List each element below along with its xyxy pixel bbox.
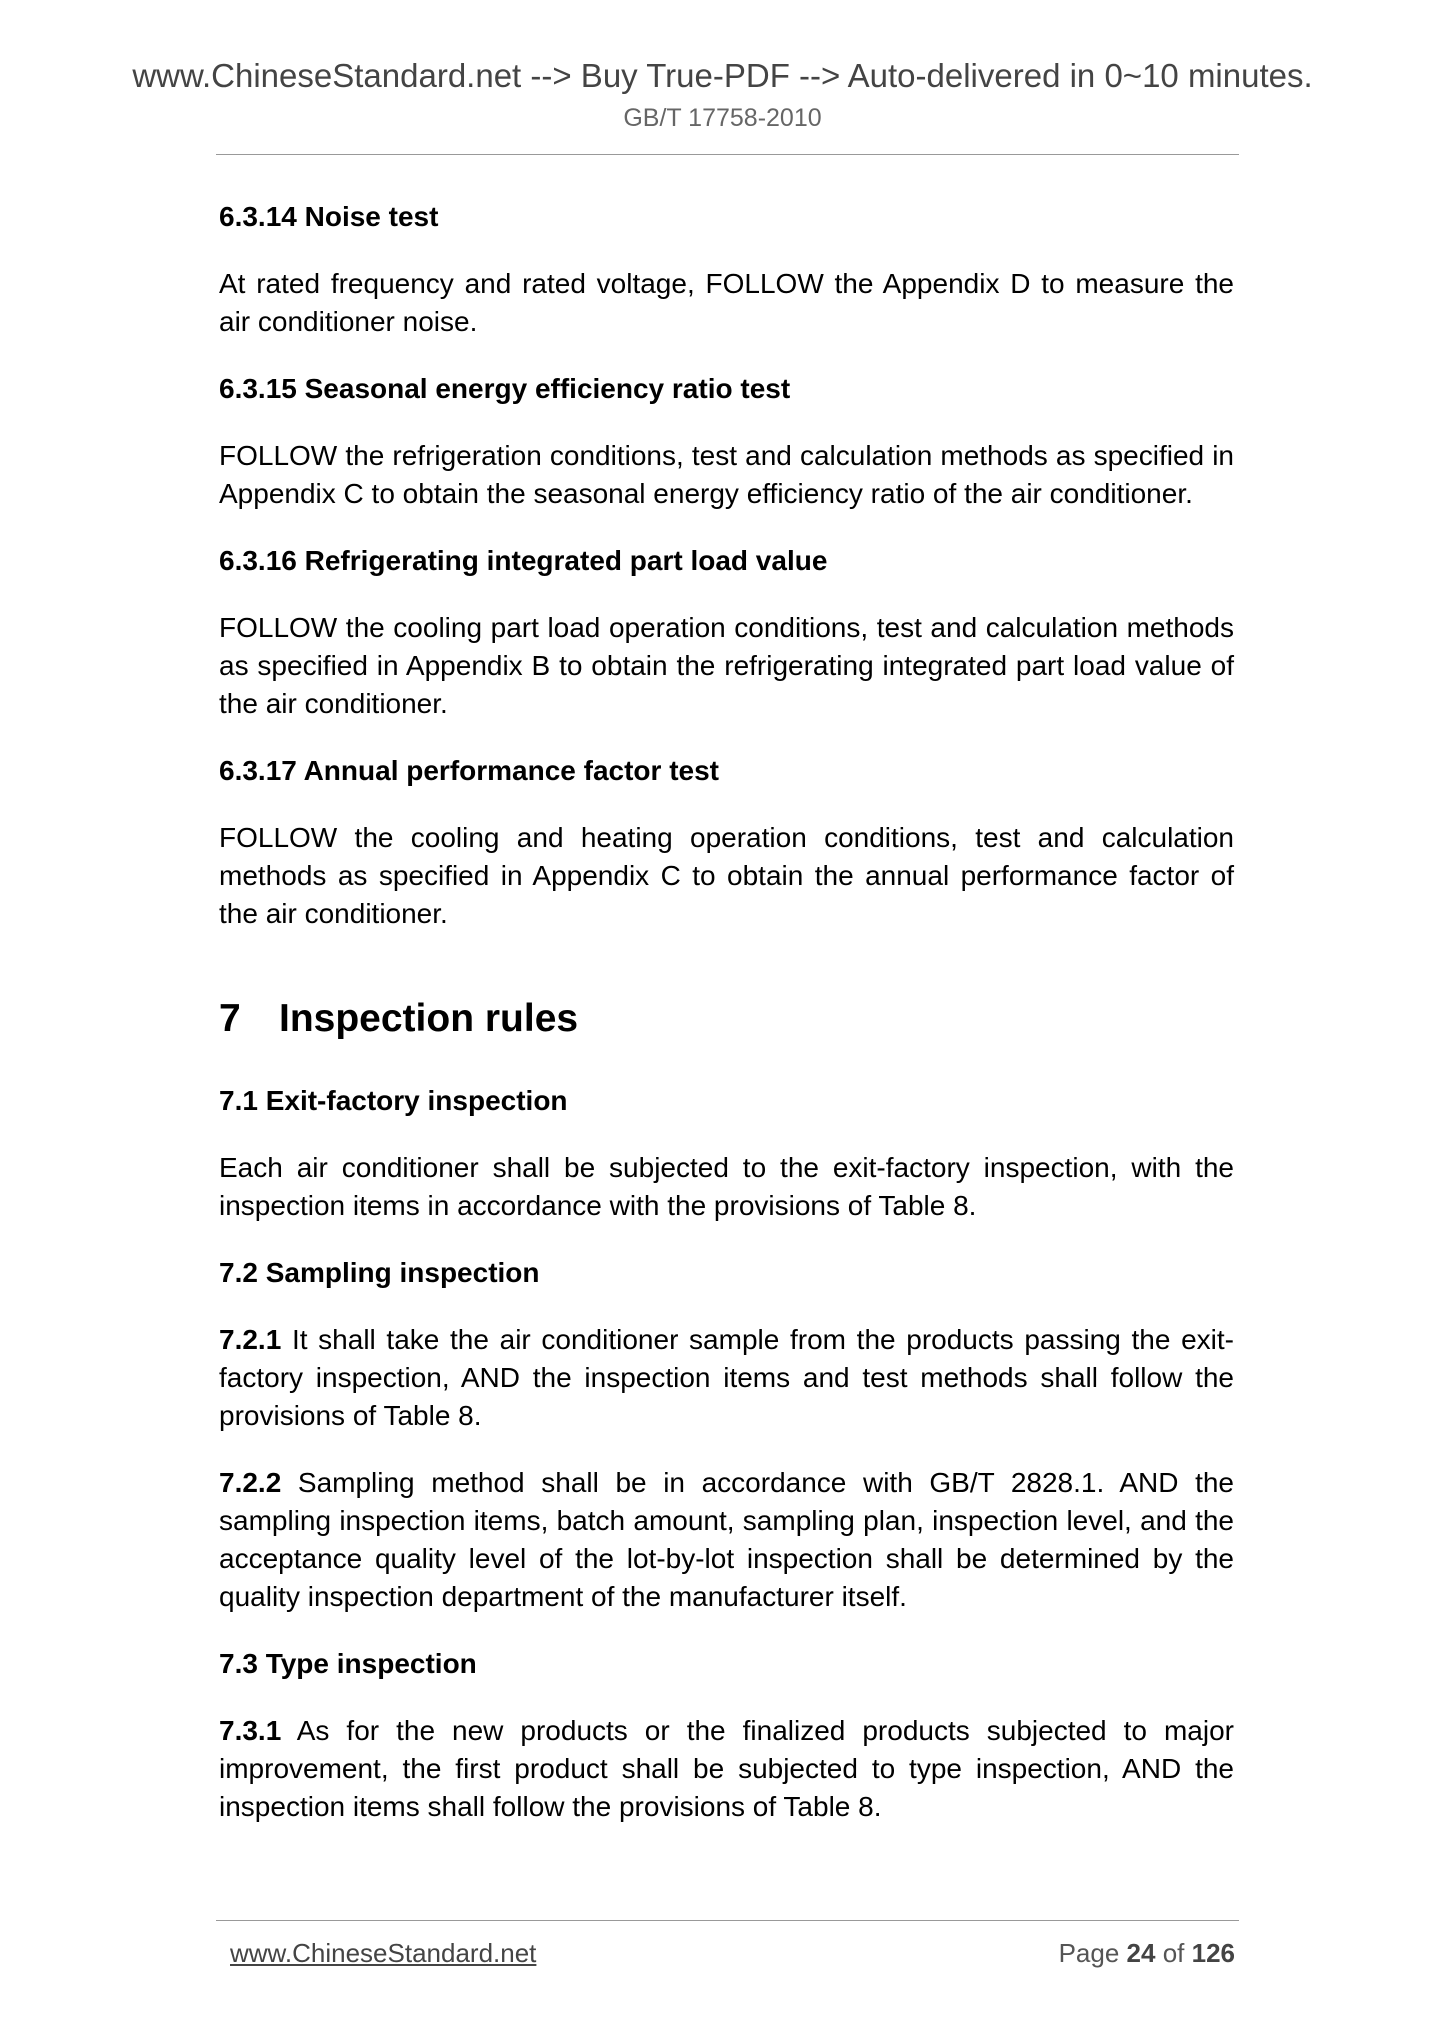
paragraph-6-3-17: FOLLOW the cooling and heating operation conditions, test and calculation methods as specified in Appendix C to obtain the annual performance factor of the air conditioner. (219, 822, 1234, 929)
paragraph-7-3-1 (219, 1712, 1234, 1826)
heading-7-1: 7.1 Exit-factory inspection (219, 1085, 568, 1116)
chapter-title: Inspection rules (279, 997, 579, 1040)
paragraph-7-1: Each air conditioner shall be subjected to the exit-factory inspection, with the inspection items in accordance with the provisions of Table 8. (219, 1152, 1234, 1221)
paragraph-6-3-14: At rated frequency and rated voltage, FOLLOW the Appendix D to measure the air conditioner noise. (219, 268, 1234, 337)
paragraph-7-2-2 (219, 1464, 1234, 1616)
clause-text: Sampling method shall be in accordance with GB/T 2828.1. AND the sampling inspection items, batch amount, sampling plan, inspection level, and the acceptance quality level of the lot-by-lot inspection shall be determined by the quality inspection department of the manufacturer itself. (219, 1467, 1234, 1612)
heading-6-3-15: 6.3.15 Seasonal energy efficiency ratio test (219, 373, 791, 404)
clause-text: As for the new products or the finalized products subjected to major improvement, the first product shall be subjected to type inspection, AND the inspection items shall follow the provisions of Table 8. (219, 1715, 1234, 1822)
clause-text: It shall take the air conditioner sample from the products passing the exit-factory inspection, AND the inspection items and test methods shall follow the provisions of Table 8. (219, 1324, 1234, 1431)
page-indicator (1059, 1938, 1235, 1969)
chapter-heading-7 (219, 994, 1234, 1044)
clause-number: 7.2.1 (219, 1324, 282, 1355)
heading-6-3-14: 6.3.14 Noise test (219, 201, 439, 232)
footer-site-link[interactable]: www.ChineseStandard.net (230, 1938, 537, 1968)
paragraph-6-3-15: FOLLOW the refrigeration conditions, test and calculation methods as specified in Appendix C to obtain the seasonal energy efficiency ratio of the air conditioner. (219, 440, 1234, 509)
paragraph-7-2-1 (219, 1321, 1234, 1435)
page-body (219, 198, 1234, 1855)
heading-6-3-16: 6.3.16 Refrigerating integrated part load value (219, 545, 828, 576)
heading-7-2: 7.2 Sampling inspection (219, 1257, 540, 1288)
standard-number: GB/T 17758-2010 (623, 104, 822, 132)
heading-7-3: 7.3 Type inspection (219, 1648, 477, 1679)
page-label: Page (1058, 1938, 1127, 1968)
current-page: 24 (1126, 1938, 1156, 1968)
chapter-number: 7 (219, 997, 241, 1040)
total-pages: 126 (1191, 1938, 1235, 1968)
paragraph-6-3-16: FOLLOW the cooling part load operation conditions, test and calculation methods as specified in Appendix B to obtain the refrigerating integrated part load value of the air conditioner. (219, 612, 1234, 719)
footer-divider (216, 1920, 1239, 1921)
heading-6-3-17: 6.3.17 Annual performance factor test (219, 755, 720, 786)
clause-number: 7.2.2 (219, 1467, 282, 1498)
page-of-label: of (1155, 1938, 1192, 1968)
clause-number: 7.3.1 (219, 1715, 282, 1746)
site-banner: www.ChineseStandard.net --> Buy True-PDF --> Auto-delivered in 0~10 minutes. (132, 57, 1313, 94)
header-divider (216, 154, 1239, 155)
